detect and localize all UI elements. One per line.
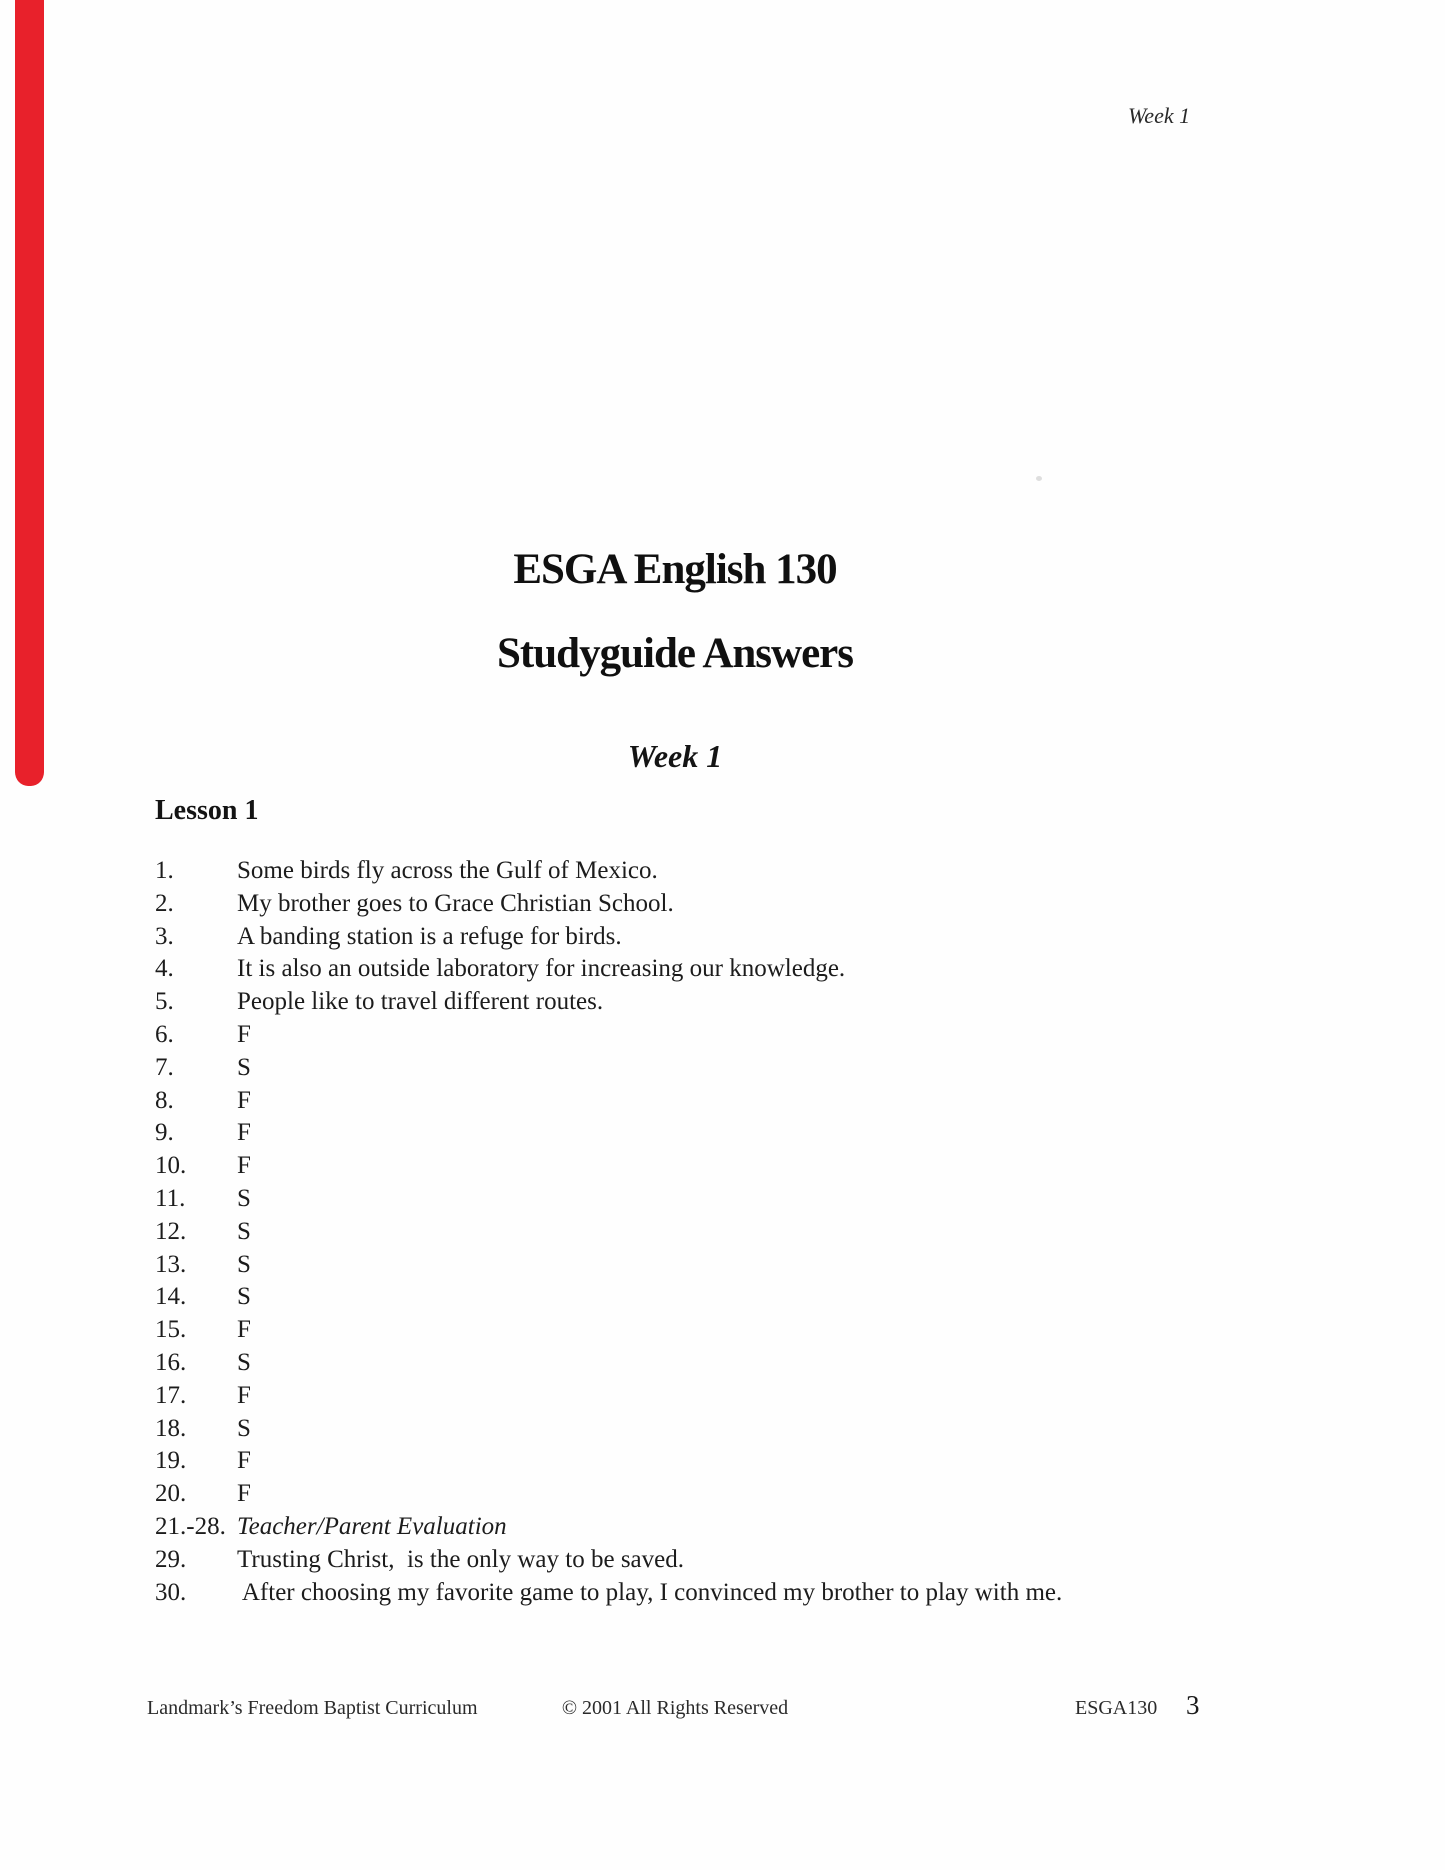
answer-number: 1. <box>155 857 174 884</box>
answer-text: A banding station is a refuge for birds. <box>237 922 622 950</box>
answer-row <box>155 1445 1295 1478</box>
answer-row <box>155 1314 1295 1347</box>
document-title-line-2: Studyguide Answers <box>497 630 853 677</box>
answer-number: 12. <box>155 1217 187 1245</box>
answer-text: It is also an outside laboratory for increasing our knowledge. <box>237 955 846 983</box>
answer-row <box>155 1085 1295 1118</box>
footer-publisher: Landmark’s Freedom Baptist Curriculum <box>147 1697 478 1719</box>
scan-speck <box>1036 476 1042 481</box>
answer-number: 14. <box>155 1283 187 1311</box>
answer-number: 6. <box>155 1020 174 1048</box>
answer-number: 15. <box>155 1316 187 1344</box>
answer-row <box>155 1347 1295 1380</box>
answer-text: F <box>237 1480 251 1508</box>
answer-number: 10. <box>155 1152 187 1180</box>
answer-number: 29. <box>155 1545 187 1573</box>
answer-number: 8. <box>155 1086 174 1114</box>
answer-number: 13. <box>155 1250 187 1278</box>
answer-row <box>155 1150 1295 1183</box>
answer-number: 7. <box>155 1053 174 1081</box>
document-title-line-1: ESGA English 130 <box>513 546 837 593</box>
answer-text: My brother goes to Grace Christian School. <box>237 889 674 917</box>
answer-text: S <box>237 1283 251 1311</box>
answer-number: 11. <box>155 1184 186 1212</box>
answer-text: After choosing my favorite game to play, I convinced my brother to play with me. <box>237 1578 1063 1606</box>
footer-course-code: ESGA130 <box>1075 1697 1158 1719</box>
answer-text: S <box>237 1217 251 1245</box>
answer-number: 9. <box>155 1119 174 1147</box>
answer-row <box>155 1183 1295 1216</box>
lesson-heading: Lesson 1 <box>155 795 259 826</box>
week-heading: Week 1 <box>627 738 723 774</box>
answer-row <box>155 953 1295 986</box>
answer-row <box>155 1511 1295 1544</box>
answer-text: S <box>237 1348 251 1376</box>
answer-text: Teacher/Parent Evaluation <box>237 1512 507 1540</box>
running-header-week: Week 1 <box>1128 103 1191 128</box>
answer-row <box>155 1052 1295 1085</box>
answer-text: S <box>237 1414 251 1442</box>
answer-text: Trusting Christ, is the only way to be saved. <box>237 1545 684 1573</box>
answer-number: 19. <box>155 1447 187 1475</box>
answer-row <box>155 1249 1295 1282</box>
footer-copyright: © 2001 All Rights Reserved <box>561 1697 789 1719</box>
answer-number: 5. <box>155 988 174 1016</box>
answer-text: S <box>237 1184 251 1212</box>
answer-text: F <box>237 1447 251 1475</box>
answer-number: 18. <box>155 1414 187 1442</box>
answer-text: F <box>237 1020 251 1048</box>
answer-row <box>155 1117 1295 1150</box>
answer-row <box>155 1380 1295 1413</box>
answer-text: F <box>237 1119 251 1147</box>
answer-row <box>155 1413 1295 1446</box>
answer-number: 3. <box>155 922 174 950</box>
answer-number: 30. <box>155 1578 187 1606</box>
answer-row <box>155 1019 1295 1052</box>
answer-row <box>155 986 1295 1019</box>
answer-number: 16. <box>155 1348 187 1376</box>
scan-red-edge-strip <box>15 0 44 786</box>
answer-row <box>155 1478 1295 1511</box>
answer-number: 4. <box>155 955 174 983</box>
answer-number: 2. <box>155 889 174 917</box>
answer-row <box>155 1216 1295 1249</box>
answer-text: People like to travel different routes. <box>237 988 604 1016</box>
answer-row <box>155 855 1295 888</box>
answer-text: F <box>237 1316 251 1344</box>
answer-row <box>155 888 1295 921</box>
answer-row <box>155 921 1295 954</box>
answer-number: 20. <box>155 1480 187 1508</box>
answer-row <box>155 1281 1295 1314</box>
answer-text: F <box>237 1381 251 1409</box>
answer-row <box>155 1544 1295 1577</box>
answer-row <box>155 1577 1295 1610</box>
answer-number: 21.-28. <box>155 1512 226 1540</box>
answer-text: F <box>237 1152 251 1180</box>
answer-text: S <box>237 1250 251 1278</box>
answer-text: S <box>237 1053 251 1081</box>
answer-number: 17. <box>155 1381 187 1409</box>
footer-page-number: 3 <box>1186 1690 1200 1720</box>
answer-text: Some birds fly across the Gulf of Mexico. <box>237 857 658 884</box>
answers-list <box>155 855 1295 1609</box>
answer-text: F <box>237 1086 251 1114</box>
